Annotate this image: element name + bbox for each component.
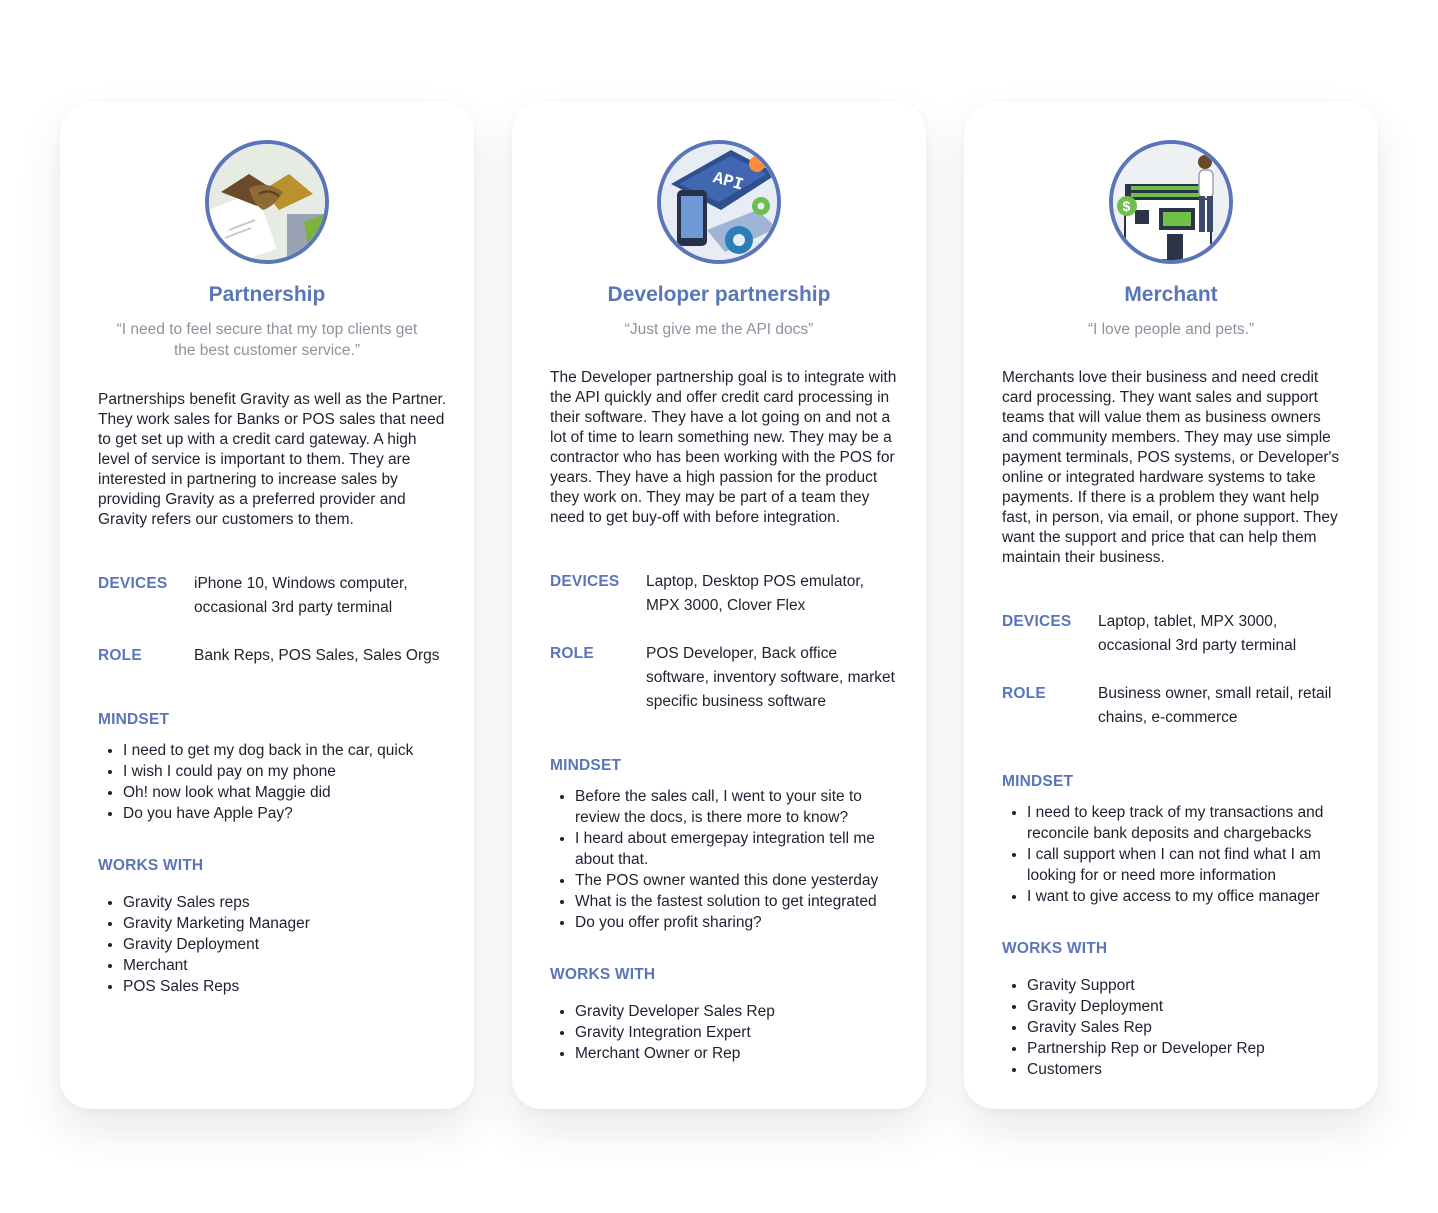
list-item: • I wish I could pay on my phone (123, 761, 448, 782)
devices-label: DEVICES (550, 573, 620, 590)
list-item: • What is the fastest solution to get integrated (575, 891, 900, 912)
list-item: • I call support when I can not find what I am looking for or need more information (1027, 844, 1342, 886)
list-item: • Oh! now look what Maggie did (123, 782, 448, 803)
devices-value: Laptop, Desktop POS emulator, MPX 3000, Clover Flex (646, 573, 864, 614)
works-with-list (550, 1001, 900, 1064)
devices-label: DEVICES (98, 575, 168, 592)
mindset-label: MINDSET (550, 757, 622, 774)
role-row (98, 644, 448, 668)
works-with-label: WORKS WITH (1002, 940, 1108, 957)
role-value: Business owner, small retail, retail chains, e-commerce (1098, 685, 1332, 726)
persona-description: Partnerships benefit Gravity as well as the Partner. They work sales for Banks or POS sales that need to get set up with a credit card gateway. A high level of service is important to them. They are interested in partnering to increase sales by providing Gravity as a preferred provider and Gravity refers our customers to them. (98, 391, 447, 528)
mindset-label: MINDSET (1002, 773, 1074, 790)
devices-row (1002, 610, 1342, 658)
devices-label: DEVICES (1002, 613, 1072, 630)
list-item: • I want to give access to my office manager (1027, 886, 1342, 907)
list-item: • Merchant Owner or Rep (575, 1043, 900, 1064)
persona-card-partnership (60, 102, 474, 1109)
api-developer-icon (657, 140, 781, 264)
persona-card-merchant (964, 102, 1378, 1109)
mindset-list (98, 740, 448, 824)
persona-description: Merchants love their business and need credit card processing. They want sales and support teams that will value them as business owners and community members. They may use simple payment terminals, POS systems, or Developer's online or integrated hardware systems to take payments. If there is a problem they want help fast, in person, via email, or phone support. They want the support and price that can help them maintain their business. (1002, 369, 1340, 566)
role-label: ROLE (1002, 685, 1046, 702)
list-item: • I need to keep track of my transactions and reconcile bank deposits and chargebacks (1027, 802, 1342, 844)
persona-details (550, 368, 900, 1096)
list-item: • Partnership Rep or Developer Rep (1027, 1038, 1342, 1059)
list-item: • I heard about emergepay integration tell me about that. (575, 828, 900, 870)
list-item: • Gravity Deployment (1027, 996, 1342, 1017)
persona-details (98, 390, 448, 1029)
list-item: • Do you have Apple Pay? (123, 803, 448, 824)
list-item: • POS Sales Reps (123, 976, 448, 997)
list-item: • Before the sales call, I went to your site to review the docs, is there more to know? (575, 786, 900, 828)
list-item: • I need to get my dog back in the car, quick (123, 740, 448, 761)
list-item: • Gravity Sales reps (123, 892, 448, 913)
role-label: ROLE (550, 645, 594, 662)
list-item: • Gravity Deployment (123, 934, 448, 955)
mindset-list (550, 786, 900, 933)
dollar-sign: $ (1122, 198, 1131, 214)
devices-value: iPhone 10, Windows computer, occasional 3rd party terminal (194, 575, 408, 616)
works-with-list (1002, 975, 1342, 1080)
list-item: • Gravity Support (1027, 975, 1342, 996)
list-item: • The POS owner wanted this done yesterday (575, 870, 900, 891)
works-with-label: WORKS WITH (550, 966, 656, 983)
list-item: • Merchant (123, 955, 448, 976)
api-label: API (710, 169, 746, 196)
devices-row (98, 572, 448, 620)
role-row (1002, 682, 1342, 730)
persona-title: Merchant (1124, 283, 1218, 306)
devices-row (550, 570, 900, 618)
mindset-list (1002, 802, 1342, 907)
works-with-list (98, 892, 448, 997)
list-item: • Gravity Marketing Manager (123, 913, 448, 934)
role-row (550, 642, 900, 714)
mindset-label: MINDSET (98, 711, 170, 728)
list-item: • Gravity Integration Expert (575, 1022, 900, 1043)
role-value: POS Developer, Back office software, inventory software, market specific business software (646, 645, 895, 710)
handshake-icon (205, 140, 329, 264)
list-item: • Customers (1027, 1059, 1342, 1080)
persona-title: Partnership (208, 283, 326, 306)
persona-card-developer-partnership (512, 102, 926, 1109)
list-item: • Do you offer profit sharing? (575, 912, 900, 933)
persona-title: Developer partnership (607, 283, 831, 306)
role-value: Bank Reps, POS Sales, Sales Orgs (194, 647, 440, 664)
list-item: • Gravity Developer Sales Rep (575, 1001, 900, 1022)
persona-quote: “I need to feel secure that my top clients get the best customer service.” (116, 321, 418, 359)
devices-value: Laptop, tablet, MPX 3000, occasional 3rd party terminal (1098, 613, 1297, 654)
works-with-label: WORKS WITH (98, 857, 204, 874)
role-label: ROLE (98, 647, 142, 664)
persona-quote: “Just give me the API docs” (624, 321, 814, 338)
persona-details (1002, 368, 1342, 1112)
persona-quote: “I love people and pets.” (1087, 321, 1255, 338)
storefront-icon (1109, 140, 1233, 264)
persona-description: The Developer partnership goal is to integrate with the API quickly and offer credit card processing in their software. They have a lot going on and not a lot of time to learn something new. They may be a contractor who has been working with the POS for years. They have a high passion for the product they work on. They may be part of a team they need to get buy-off with before integration. (550, 369, 897, 526)
list-item: • Gravity Sales Rep (1027, 1017, 1342, 1038)
